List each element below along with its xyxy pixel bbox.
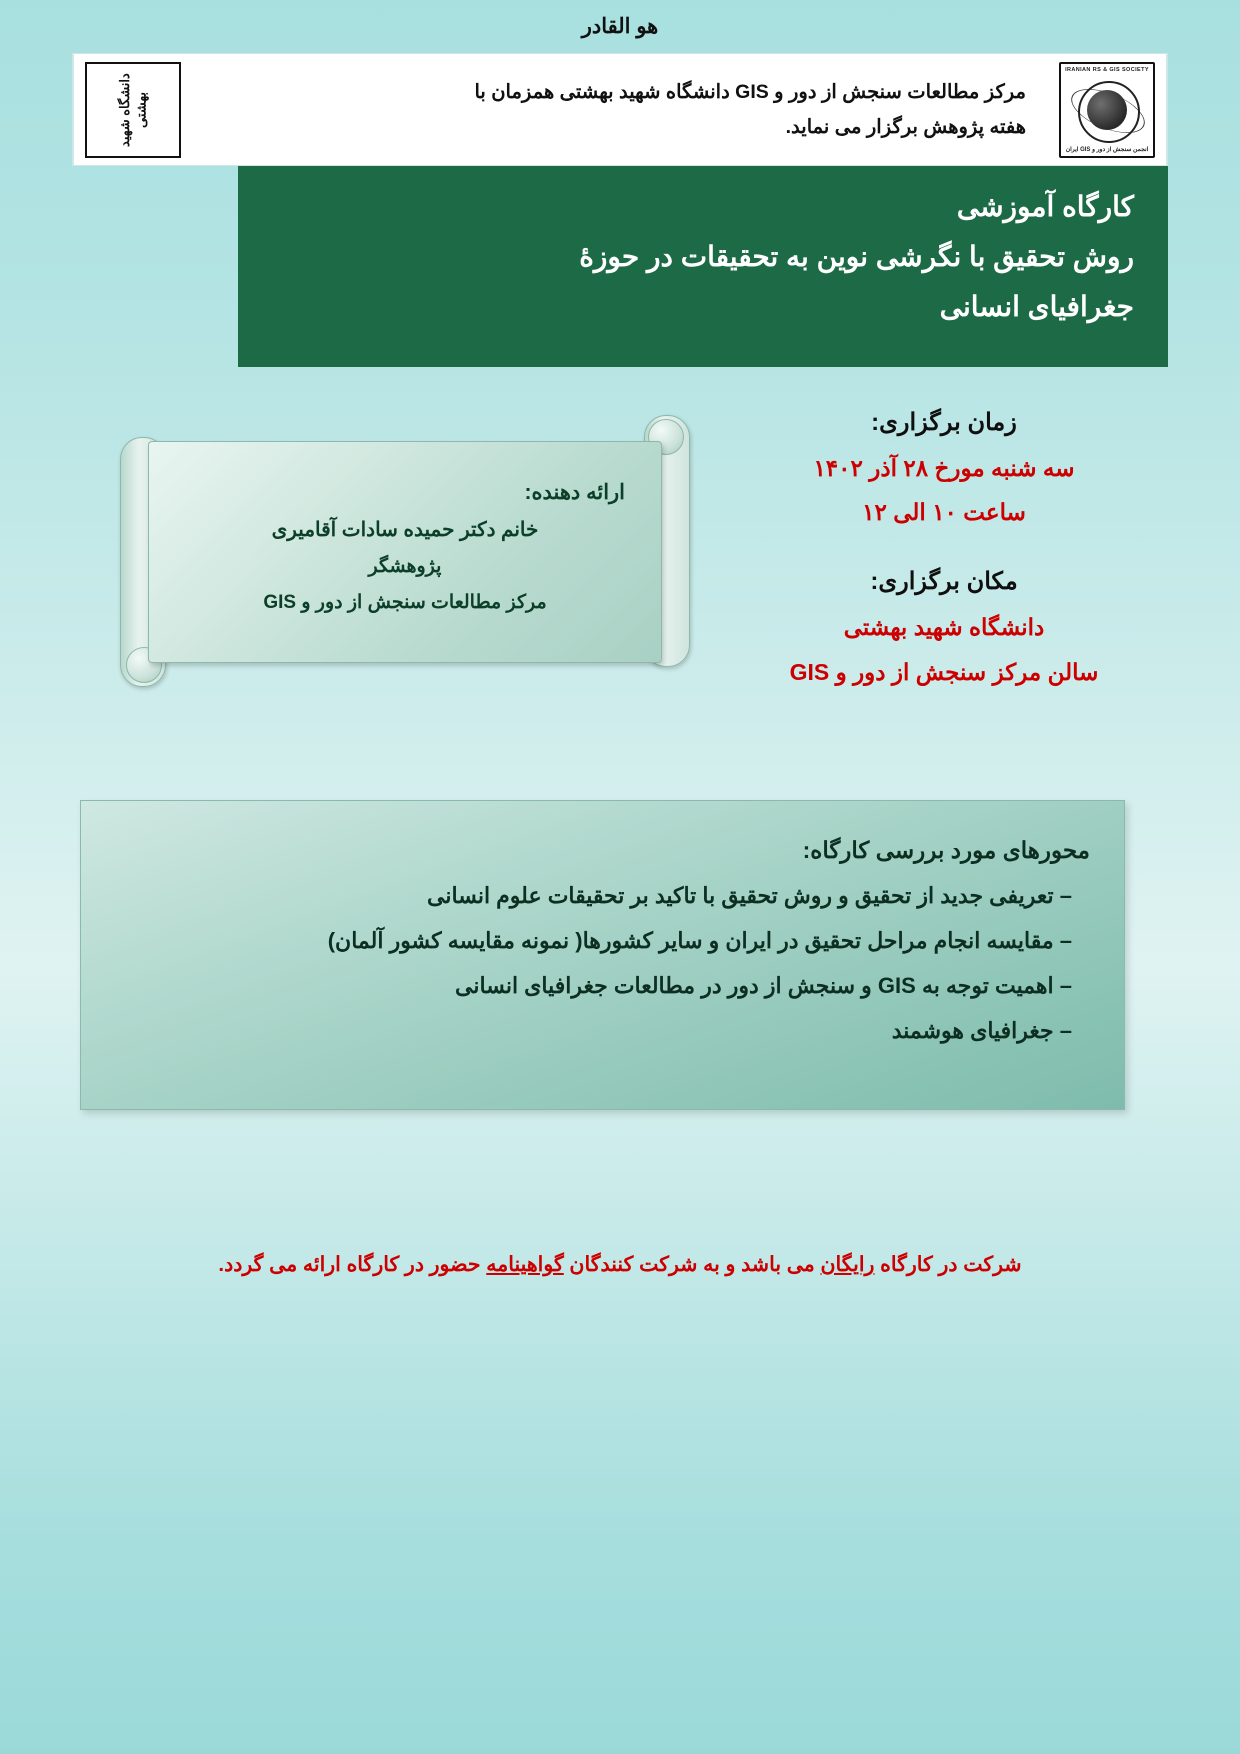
rs-logo-caption-bottom: انجمن سنجش از دور و GIS ایران (1065, 146, 1149, 153)
sbu-logo-container (73, 54, 192, 165)
topics-panel (80, 800, 1125, 1110)
event-details (734, 400, 1154, 695)
place-value-university: دانشگاه شهید بهشتی (843, 613, 1045, 640)
header-line-1: مرکز مطالعات سنجش از دور و GIS دانشگاه شهید بهشتی همزمان با (474, 81, 1026, 104)
bismillah-text: هو القادر (581, 15, 659, 38)
workshop-title-line-2: جغرافیای انسانی (939, 290, 1134, 322)
title-green-panel (238, 166, 1168, 367)
footer-part-2: می باشد و به شرکت کنندگان (563, 1253, 821, 1276)
topic-item-3: – اهمیت توجه به GIS و سنجش از دور در مطالعات جغرافیای انسانی (455, 973, 1072, 999)
details-spacer (734, 535, 1154, 559)
remote-sensing-gis-logo (1059, 62, 1155, 158)
presenter-name: خانم دکتر حمیده سادات آقامیری (271, 519, 539, 541)
scroll-body (148, 441, 662, 663)
rs-gis-logo-container (1048, 54, 1167, 165)
presenter-label: ارائه دهنده: (524, 481, 625, 504)
footer-free-word: رایگان (820, 1253, 875, 1276)
sbu-logo-label: دانشگاه شهید بهشتی (116, 72, 148, 147)
place-value-hall: سالن مرکز سنجش از دور و GIS (789, 658, 1099, 685)
time-label: زمان برگزاری: (871, 409, 1017, 436)
time-value-date: سه شنبه مورخ ۲۸ آذر ۱۴۰۲ (813, 454, 1075, 481)
topic-item-1: – تعریفی جدید از تحقیق و روش تحقیق با تاکید بر تحقیقات علوم انسانی (427, 883, 1072, 908)
header-band (72, 53, 1168, 166)
place-label: مکان برگزاری: (870, 568, 1018, 596)
presenter-scroll (120, 415, 690, 685)
time-value-hours: ساعت ۱۰ الی ۱۲ (862, 499, 1026, 526)
rs-logo-caption-top: IRANIAN RS & GIS SOCIETY (1065, 66, 1149, 73)
rs-logo-globe-icon (1087, 90, 1127, 130)
header-line-2: هفته پژوهش برگزار می نماید. (785, 115, 1026, 138)
header-text-block (192, 54, 1048, 165)
topic-item-4: – جغرافیای هوشمند (891, 1018, 1072, 1044)
topic-item-2: – مقایسه انجام مراحل تحقیق در ایران و سایر کشورها( نمونه مقایسه کشور آلمان) (327, 928, 1072, 954)
presenter-text-block (185, 480, 625, 621)
footer-part-3: حضور در کارگاه ارائه می گردد. (218, 1253, 487, 1276)
presenter-role: پژوهشگر (368, 556, 442, 577)
presenter-organization: مرکز مطالعات سنجش از دور و GIS (263, 592, 547, 614)
workshop-kicker: کارگاه آموزشی (956, 191, 1134, 222)
footer-certificate-word: گواهینامه (486, 1253, 564, 1276)
sbu-logo (85, 62, 181, 158)
footer-part-1: شرکت در کارگاه (874, 1253, 1022, 1276)
workshop-title-line-1: روش تحقیق با نگرشی نوین به تحقیقات در حوزهٔ (579, 240, 1134, 272)
footer-note (0, 1252, 1240, 1277)
title-block (72, 166, 1168, 367)
topics-heading: محورهای مورد بررسی کارگاه: (802, 837, 1090, 863)
